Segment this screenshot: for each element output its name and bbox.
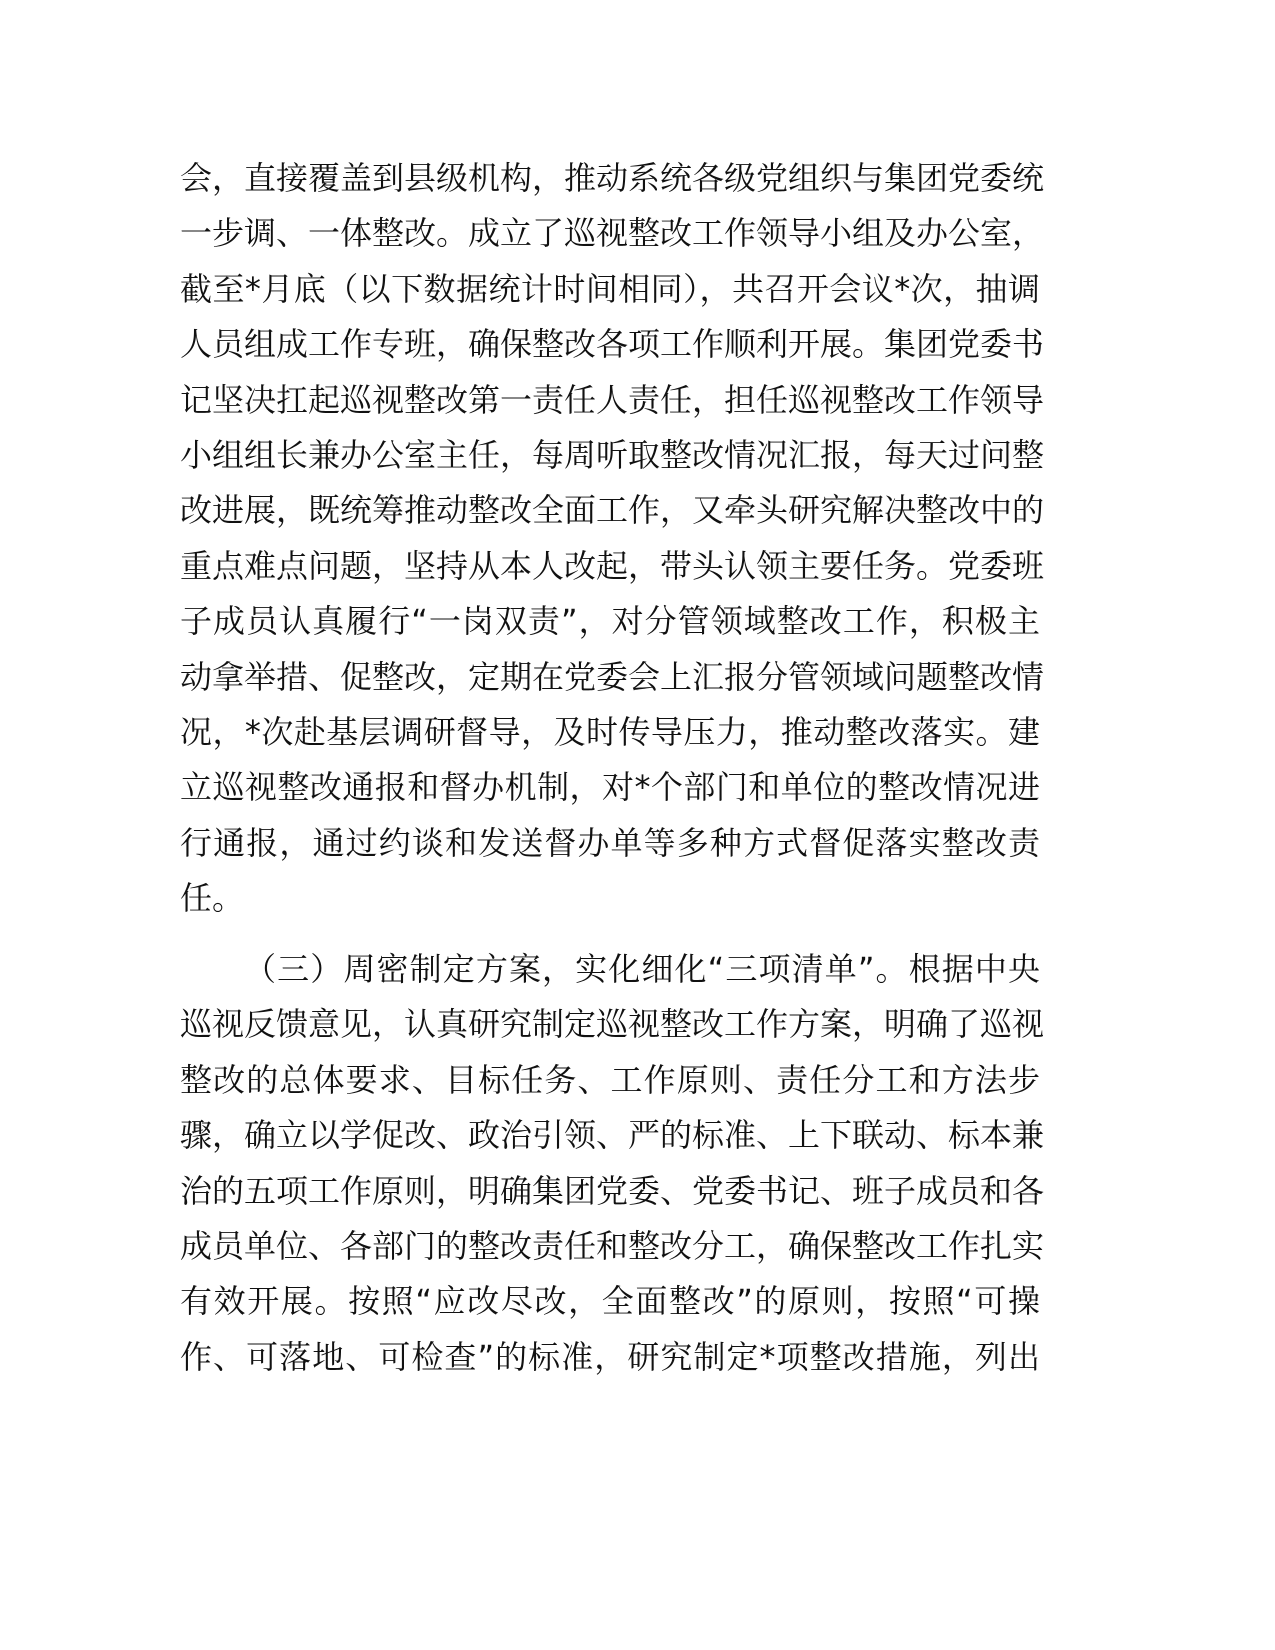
text-line: 改进展，既统筹推动整改全面工作，又牵头研究解决整改中的 — [180, 491, 1045, 530]
text-line: 行通报，通过约谈和发送督办单等多种方式督促落实整改责 — [180, 823, 1040, 862]
text-line: 任。 — [180, 879, 245, 918]
text-line: 一步调、一体整改。成立了巡视整改工作领导小组及办公室， — [180, 214, 1045, 253]
text-line: 况，*次赴基层调研督导，及时传导压力，推动整改落实。建 — [180, 712, 1040, 751]
text-line: 作、可落地、可检查”的标准，研究制定*项整改措施，列出 — [180, 1337, 1040, 1376]
text-line: 巡视反馈意见，认真研究制定巡视整改工作方案，明确了巡视 — [180, 1005, 1045, 1044]
paragraph-2 — [180, 942, 1045, 1385]
text-line: 重点难点问题，坚持从本人改起，带头认领主要任务。党委班 — [180, 546, 1045, 585]
text-line: 小组组长兼办公室主任，每周听取整改情况汇报，每天过问整 — [180, 435, 1045, 474]
text-line: 子成员认真履行“一岗双责”，对分管领域整改工作，积极主 — [180, 602, 1040, 641]
text-line: 会，直接覆盖到县级机构，推动系统各级党组织与集团党委统 — [180, 159, 1045, 197]
text-line: 治的五项工作原则，明确集团党委、党委书记、班子成员和各 — [180, 1171, 1045, 1210]
text-line: 记坚决扛起巡视整改第一责任人责任，担任巡视整改工作领导 — [180, 380, 1045, 419]
text-line: 有效开展。按照“应改尽改，全面整改”的原则，按照“可操 — [180, 1282, 1040, 1321]
text-line: 立巡视整改通报和督办机制，对*个部门和单位的整改情况进 — [180, 768, 1040, 807]
text-line: 动拿举措、促整改，定期在党委会上汇报分管领域问题整改情 — [180, 657, 1045, 696]
text-line: 截至*月底（以下数据统计时间相同），共召开会议*次，抽调 — [180, 269, 1040, 308]
text-line: 整改的总体要求、目标任务、工作原则、责任分工和方法步 — [180, 1060, 1040, 1099]
paragraph-1 — [180, 151, 1045, 926]
section-heading-line: （三）周密制定方案，实化细化“三项清单”。根据中央 — [244, 950, 1040, 988]
text-line: 骤，确立以学促改、政治引领、严的标准、上下联动、标本兼 — [180, 1116, 1045, 1155]
text-line: 成员单位、各部门的整改责任和整改分工，确保整改工作扎实 — [180, 1226, 1045, 1265]
text-line: 人员组成工作专班，确保整改各项工作顺利开展。集团党委书 — [180, 325, 1045, 364]
